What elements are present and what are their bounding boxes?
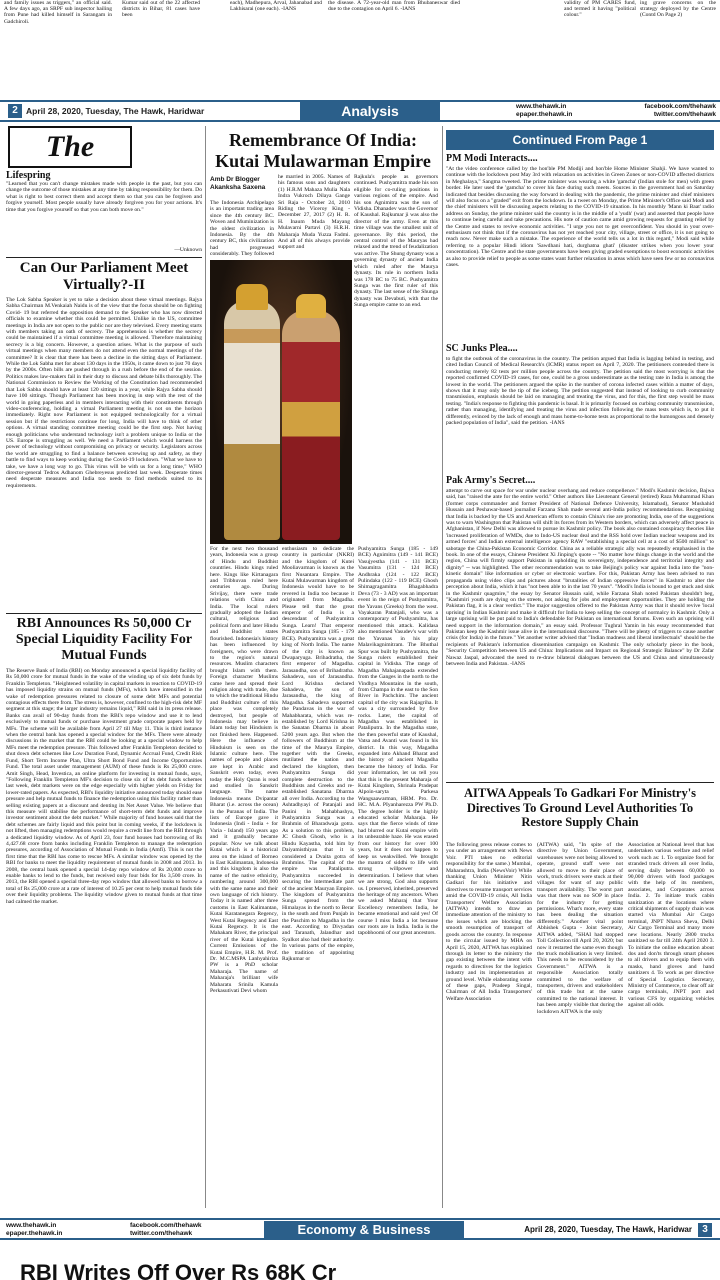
aitwa-title: AITWA Appeals To Gadkari For Ministry's Directives To Ground Level Authorities To Restore Supply Chain xyxy=(463,786,697,829)
lifespring-quote: "Learned that you can't change mistakes made with people in the past, but you can change the outcome of those mistakes at any time by taking responsibility for them. Do what is right to best correct them and accept them so that you can be forgiven and forgive yourself. Most people usually have already forgiven you for your actions. It's time that you forgive yourself so that you can both move on." xyxy=(6,181,202,213)
footer-date: April 28, 2020, Tuesday, The Hawk, Haridwar xyxy=(524,1225,692,1234)
page-header xyxy=(0,100,720,122)
website-url: www.thehawk.in xyxy=(516,103,567,110)
epaper-url: epaper.thehawk.in xyxy=(6,1230,63,1237)
sc-junks-title: SC Junks Plea.... xyxy=(446,343,518,354)
column-rule xyxy=(205,126,206,1208)
next-page-headline: RBI Writes Off Over Rs 68K Cr xyxy=(20,1260,337,1280)
pm-modi-body: "At the video conference called by the hon'ble PM Modiji and hon'ble Home Minister Shahji. We have wanted to continue with the lockdown post May 3rd with relaxation on activities in Green Zones or non-COVID affected districts in Meghalaya," Sangma tweeted. The prime minister was wearing a white 'gamcha' (Indian stole for men) with green border. He later used the 'gamcha' to cover his face during such meets. Sources in the government had on Saturday indicated that besides discussing the way forward in dealing with the pandemic, the prime minister and chief ministers will also focus on a "graded" exit from the lockdown. In a tweet on Monday, the Prime Minister's Office said Modi and the chief ministers will be discussing aspects relating to the COVID-19 situation. In his monthly 'Mann ki Baat' radio address on Sunday, the prime minister said the country is in the middle of a 'yudh' (war) and asserted that people have to continue being careful and take precautions. His note of caution came amid growing requests for granting relief by the Centre and states to revive economic activities. "I urge you not to get overconfident. You should in your over-enthusiasm not think that if the coronavirus has not yet reached your city, village, street or office, it is not going to reach now. Never make such a mistake. The experience of the world tells us a lot in this regard," Modi said while referring to a popular Hindi idiom 'Sawdhani hati, durghatna ghati' (disaster strikes when you lower your concentration). The Centre and the state governments have been giving graded exemptions to boost economic activities as also to provide relief to people as some states want further relaxation in areas which have seen few or no coronavirus cases. xyxy=(446,166,714,269)
feature-col3-bottom: Pushyamitra Sunga (185 - 149 BCE) Agnimitra (149 - 141 BCE) Vasujyestha (141 - 131 BCE) Vasumitra (131 - 124 BCE) Andhraka (124 - 122 BCE) Pulindaka (122 - 119 BCE) Ghosh Shimagragamitra Bhagabhadra Deva (73 - 3 AD) was an important event in the reign of Pushyamitra, the Yavans (Greeks) from the west. Vayakaran Patanjali, who was a contemporary of Pushyamitra, has mentioned this attack. Kalidasa also mentioned Vasudev's war with the Yavanas in his play Malavikagnimitram. The Bhuthal Spur was built by Pushyamitra, the Sunga rulers established their capital in Vidisha. The range of Magadha Mahajanapada extended from the Ganges in the north to the Vindhya Mountains in the south, from Champa in the east to the Son River in Pachchim. The ancient capital of the city was Rajagriha. It was a city surrounded by five rocks. Later, the capital of Magadha was established in Pataliputra. In the Magadha state, the then powerful state of Kaushal, Vatsa and Avanti was found in his district. In this way, Magadha expanded into Akhand Bharat and the history of ancient Magadha became the history of India. For your information, let us tell you that this is the present Maharaja of Kutai Kingdom, Shrinala Pradepat Alpoin-saryta Parkesa Wangsaawarman, HRM. Pro. Dr. HC. M.A. PIyanharezza PW Ph.D. The degree holder is the highly educated scholar Maharaja. He says that the fierce winds of time had blurred our Kutai empire with its unbearable haze. He was erased from our history for over 100 years, but it does not happen to keep us weakwilled. We brought the mantra of siddhi to life with strong willpower and determination. I believe that when we are strong, God also supports us. I preserved, inherited, preserved the heritage of my ancestors. When we asked Maharaj that Your Excellency remembers India, he became emotional and said yes! Of course I miss India a lot because our roots are in India. India is the tapobhoomi of our great ancestors. xyxy=(358,546,438,937)
section-label: Analysis xyxy=(300,102,440,120)
aitwa-col1: The following press release comes to you under an arrangement with News Voir. PTI takes no editorial responsibility for the same.) Mumbai, Maharashtra, India (NewsVoir) While thanking Union Minister Nitin Gadkari for his initiative and directives to resume transport services amid the COVID-19 crisis, All India Transporters' Welfare Association (AITWA) intends to draw an immediate attention of the ministry to the issues which are blocking the smooth resumption of transport of goods across the country. In response to the circular issued by MHA on April 15, 2020, AITWA has explained through its letter to the ministry the gap existing between the intent with regards to directives for the logistics industry and its implementation at ground level. While elaborating some of these gaps, Pradeep Singal, Chairman of All India Transporters' Welfare Association xyxy=(446,842,532,1002)
twitter-url: twitter.com/thehawk xyxy=(653,111,716,118)
footer-website-link[interactable] xyxy=(6,1222,92,1238)
editorial-title: Can Our Parliament Meet Virtually?-II xyxy=(19,260,189,293)
aitwa-col2: (AITWA) said, "In spite of the directive by Union Government, warehouses were not being allowed to operate, ground staff were not allowed to move to their place of work, truck drivers were stuck at their villages for want of any public transport availability. The worst part was that there was no SOP in place for the industry for getting permissions. What's more, every state has been dealing the situation differently." Another vital point Abhishek Gupta - Joint Secretary, AITWA added, "SHAI had stopped Toll Collection till April 20, 2020; but now it restarted the same even though the truck mobilisation is very limited. This needs to be reconsidered by the Government." AITWA is a responsible Association totally committed to the welfare of transporters, drivers and stakeholders of this trade but at the same committed to the national interest. It has been amply visible that during the lockdown AITWA is the only xyxy=(537,842,623,1015)
sc-junks-body: to fight the outbreak of the coronavirus in the country. The petition argued that India is lagging behind in testing, and cited Indian Council of Medical Research's (ICMR) status report on April 7, 2020. The petitioners contended there is conducting merely 82 tests per million people across the country. The petition said the most worrying is that the reported confirmed COVID-19 cases, for one, could be a gross underestimate as the testing rate in India is among the lowest in the world. The petitioners argued the spike in the number of corona infected cases within a matter of days, shows that it may only be the tip of the iceberg. The petition suggested that instead of looking to curb community transmission, emphasis should be laid on managing and treating the virus, and for this, the first step would be mass testing. "India's response to fighting this pandemic is basal. It is primarily focused on curbing community transmission, rather than managing, identifying and treating the virus and infection following the mass tests which is, to put it differently, evinced by the lack of enough and mass home-to-home tests as proportional to the humongous and densely packed population of India", said the petition. -IANS xyxy=(446,356,714,427)
pak-army-title: Pak Army's Secret.... xyxy=(446,475,536,486)
feature-col3-top: Rajkula's people as governors continued. Pushyamitra made his son eligible for co-ruling positions in various regions of the empire. And his son Agnimitra was the son of Vidisha. Dhanadev was the Governor of Kaushal. Rajkumar ji was also the director of the army. Even at this time village was the smallest unit of governance. By this period, the central control of the Mauryas had relaxed and the trend of feudalization was active. The Shung dynasty was a governing dynasty of ancient India which ruled after the Maurya dynasty. Its rule in northern India was 178 BC to 75 BC. Pushyamitra Sunga was the first ruler of this dynasty. The last sense of the Shunga dynasty was Devabuti, with that the Sunga empire came to an end. xyxy=(354,174,438,309)
royal-couple-photo xyxy=(210,260,352,544)
feature-col2-bottom: enthusiasm to dedicate the country in particular (NKRI) and the kingdom of Kutei Mooliavarman is known as the first Nusantara Empire. The Kutai Mulawarman kingdom of Indonesia would have to be revered in India too because it originated from Magadha. Please tell that the great emperor of India is a descendant of Pushyamitra Sunga. Learn! That emperor Pushyamitra Sunga (185 - 179 BCE). Pushyamitra was a great king of North India. The name of the city is known as Dwaparyuga. Brihadratha, the first emperor of Magadha. Jarasandha, son of Brihadratha. Sahadeva, son of Jarasandha. Lord Krishna declared Sahadeva, the son of Jarasandha, the king of Magadha. Sahadeva supported the Pandavas in the war of Mahabharata, which was re-established by Lord Krishna in the Sanatan Dharma in about 5200 years ago. But when the followers of Buddhism at the time of the Maurya Empire, together with the Greeks, mutilated the nation and declared the kingdom, then Pushyamitra Sunga did complete destruction to the Buddhists and Greeks and re-established Sanatana Dharma all over India. According to the Ashtadhyayi of Patanjali and Panini in Mahabhashya, Pushyamitra Sunga was a Brahmin of Bharadwaja gotra. As a solution to this problem, JC Ghosh Ghosh, who is a Hindu Kayastha, told him by Daiyamisthiyan that it is considered a Dvaita gotra of Brahmins. The capital of the empire was Pataliputra. Pushyamitra succeeded in securing the intermediate part of the ancient Mauryan Empire. The kingdom of Pushyamitra Sunga spread from the Himalayas in the north to Berar in the south and from Punjab in the Paschim to Magadha in the east. According to Divyadan and Taranath, Jalandhar and Syalkot also had their authority. In various parts of the empire, the tradition of appointing Rajkumar or xyxy=(282,546,354,962)
lifespring-title: Lifespring xyxy=(6,170,51,181)
lifespring-box xyxy=(6,170,202,258)
twitter-url: twitter.com/thehawk xyxy=(130,1230,193,1237)
editorial-body: The Lok Sabha Speaker is yet to take a decision about these virtual meetings. Rajya Sabha Chairman M.Venkaiah Naidu is of the view that the focus should be on fighting Covid- 19 but referred the opposition demand to the Speaker who has now directed officials to examine whether this could be permitted. Unlike in the US, committee meetings in India are not open to the public nor are they televised. Every meeting starts with members taking an oath of secrecy. The apprehension is whether the secrecy could be maintained if a virtual committee meeting is allowed. Therefore maintaining secrecy is a big concern. However, a question arises. What is the purpose of such virtual meetings when many members do not attend even the normal meetings of the committee? It is clear that there has been a decline in the sitting days of Parliament. While the Lok Sabha met for about 130 days in the 1950s, it came down to just 70 days by the 2000s. Often bills are pushed through in a rush before the end of the session. Politics makes law-makers fail in their duty to discuss and debate bills thoroughly. The National Commission to Review the Working of the Constitution had recommended that Lok Sabha should have at least 120 sittings in a year, while Rajya Sabha should have 100 sittings. Though Parliament has been moving in step with the rest of the world in going paperless and in members interacting with their constituents through video-conferencing, holding a virtual Parliament meeting is not on the horizon immediately. Right now Parliament is not equipped technologically for a virtual session but if the restrictions continue for long, India will have to think of other options. A virtual standing committee meeting could be the first step. Not having enough politicians who understand technology isn't a problem unique to India or the US. Europe is struggling as well. We need a Parliament which would harness the power of technology without compromising on privacy or security. Legislators across the world are struggling to find a balance between screwing up and safety, as they battle to find ways to keep working during the Covid-19 lockdown. "What we have to take, we have a long way to go. This virus will be with us for a long time," WHO director-general Tedros Adhanom Ghebreyesus predicted last week. Desperate times need desperate measures and India too needs to find methods suited to its requirements. xyxy=(6,297,202,489)
prev-strip-col: ing grave concerns on the strategy deployed by the Centre (Contd On Page 2) xyxy=(640,0,716,19)
rbi-liquidity-title: RBI Announces Rs 50,000 Cr Special Liquidity Facility For Mutual Funds xyxy=(15,616,193,663)
queen-crown xyxy=(296,294,326,318)
prev-page-strip xyxy=(4,0,716,24)
lifespring-attribution: —Unknown xyxy=(174,247,202,253)
prev-strip-col: and family issues as triggers," an official said. A few days ago, an SRPF sub inspector hailing from Pune had killed himself in Sarangam in Gadchiroli. xyxy=(4,0,112,24)
pm-modi-title: PM Modi Interacts.... xyxy=(446,153,538,164)
page-number: 2 xyxy=(8,104,22,118)
header-website-link[interactable] xyxy=(516,103,596,119)
header-social-links[interactable] xyxy=(606,103,716,119)
feature-byline: Amb Dr Blogger Akanksha Saxena xyxy=(210,176,266,191)
aitwa-col3: Association at National level that has undertaken various welfare and relief work such as: 1. To organize food for stranded truck drivers all over India, serving daily between 60,000 to 90,000 drivers with food packages with the help of its members, associates, and Corporates across India. 2. To initiate truck cabin sanitization at the locations where critical shipments of supply chain was started via Mumbai Air Cargo terminal, JNPT Nhava Sheva, Delhi Air Cargo Terminal and many more new locations. Nearly 2800 trucks sanitized so far till 24th April 2020 3. To initiate the online education about dos and don'ts through smart phones to all drivers and to equip them with masks, hand gloves and hand sanitizers 4. To work as per directive of Special Logistics Secretary, Ministry of Commerce, to clear off air cargo terminals, JNPT port and various CFS by organizing vehicles against all odds. xyxy=(628,842,714,1009)
queen-figure xyxy=(282,310,340,540)
section-label: Economy & Business xyxy=(264,1221,464,1239)
feature-col1-top: The Indonesia Archipelago is an important trading area since the 4th century BC. Woven and Muminization is the oldest civilization in Indonesia. By the 4th century BC, this civilization had progressed considerably. They followed xyxy=(210,200,274,258)
masthead-logo: The xyxy=(8,126,132,168)
website-url: www.thehawk.in xyxy=(6,1222,57,1229)
prev-strip-col: Kumar said out of the 22 affected districts in Bihar, 81 cases have been xyxy=(122,0,200,19)
rbi-liquidity-body: The Reserve Bank of India (RBI) on Monday announced a special liquidity facility of Rs 50,000 crore for mutual funds in the wake of the winding up of six debt funds by Franklin Templeton. "Heightened volatility in capital markets in reaction to COVID-19 has imposed liquidity strains on mutual funds (MFs), which have intensified in the wake of redemption pressures related to closure of some debt MFs and potential contagious effects there from. The stress is, however, confined to the high-risk debt MF segment at this stage; the larger industry remains liquid," RBI said in its press release. Banks can avail of 90-day funds from the RBI's repo window and use it to lend exclusively to mutual funds or purchase investment grade corporate papers held by MFs. The scheme will be available from April 27 till May 11. This is third instance when the central bank has opened a special window for the MFs. There were already discussions in the market that the RBI could be looking at a special window to help MFs meet the redemption pressure. This followed after Franklin Templeton decided to shut down debt schemes like Low Duration Fund, Dynamic Accrual Fund, Credit Risk Fund, Short Term Income Plan, Ultra Short Bond Fund and Income Opportunities Fund. The total asset under management (AUM) of these funds is Rs 25,000 crore. Amit Singh, Head, Investica, an online platform for investing in mutual funds, says, "Following Franklin Templeton MF's decision to close six of its debt funds schemes last week, debt markets were on the edge especially with higher yields on Friday for lower-rated papers. As expected, RBI's liquidity initiative announced today should ease pressure and help mutual funds to finance the redemption using this facility rather than selling existing papers at a discount and denting its Net Asset Value. We believe that this measure will stabilise the performance of short-term debt funds and improve investor sentiment about the debt market." While majority of fund houses said that the debt schemes are fairly liquid and this point but in coming weeks, if the lockdown is not lifted, then managing redemptions would require a credit line from the RBI through a dedicated liquidity window. As of April 23, four fund houses had borrowing of Rs 4,427.68 crore from banks including Franklin Templeton to manage the redemption pressures, according of Association of Mutual Funds in India (Amfi). This is not the first time that the RBI has come to rescue MFs. A similar window was opened by the RBI for banks to meet the liquidity requirement of mutual funds in 2008 and 2013. In 2008, the central bank opened a special 14-day repo window of Rs 20,000 crore to enable banks to lend to the funds, but received only four bids for Rs 3,500 crore. In 2013, the RBI opened a special three-day repo window that allowed banks to borrow a total of Rs 25,000 crore at a rate of interest of 10.25 per cent to help mutual funds tide over their liquidity problems. The liquidity window given to mutual funds at that time had calmed the market. xyxy=(6,668,202,905)
king-figure xyxy=(224,300,280,540)
epaper-url: epaper.thehawk.in xyxy=(516,111,573,118)
feature-title: Remembrance Of India: Kutai Mulawarman Empire xyxy=(215,130,431,171)
column-rule xyxy=(442,126,443,1208)
divider xyxy=(446,782,714,783)
next-page-header xyxy=(0,1218,720,1240)
divider xyxy=(6,613,202,614)
feature-col1-bottom: For the next two thousand years, Indonesia was a group of Hindu and Buddhist countries. Hindu kings ruled here. Kings like Kirtanagara and Tribhuvan ruled here centuries ago. During Srivijay, there were trade relations with China and India. The local rulers gradually adopted the Indian cultural, religious and political form and later Hindu and Buddhist states flourished. Indonesia's history has been influenced by foreigners, who were drawn to the region's natural resources. Muslim characters brought Islam with them. Foreign character Muslims came here and spread their religion along with trade, due to which the traditional Hindu and Buddhist culture of this place was completely destroyed, but people of Indonesia may believe in Islam today but Hinduism is not finished here. Happened. Here the influence of Hinduism is seen on the Islamic culture here. The names of people and places are kept in Arabic and Sanskrit even today, even today the Holy Quran is read and studied in Sanskrit language. The name Indonesia means Dvipantar Bharat (i.e. across the ocean) in the Puranas of India. The lists of Europe gave it Indonesia (Indi - India + for Varia - Island) 150 years ago and it gradually became popular. Now we talk about Kutai which is a historical area on the island of Borneo in East Kalimantan, Indonesia and this kingdom is also the name of the native ethnicity, numbering around 300,000 with the same name and their own language of rich history. Today it is named after three customs in East Kalimantan, Kutai Karatanegara Regency, West Kutai Regency and East Kutai Regency. It is the Mahakam River, the principal river of the Kutai kingdom. Current Emissions of the Kutai Empire, H.R. M. Prof. Dr. M.C.MSPA Lanhyahiriza PW is a PhD scholar Maharaja. The name of Maharaja's brilliant wife Maharatu Srinila Kamula Perkasutivati Devi whom xyxy=(210,546,278,995)
pak-army-body: attempt to carve out space for war under nuclear overhang and reduce compellence." Modi's Kashmir decision, Bajwa said, has "raised the ante for the entire world." Other authors like Lieutenant General (retired) Raza Muhammad Khan (former corps commander and former President of National Defence University, Islamabad), Senator Mushahid Hussain and Peshawar-based journalist Farzana Shah made several anti-India policy recommendations. Recognising that India is backed by the US and American efforts to contain China's rise are promoting India, one of the suggestions was to warn Washington that Pakistan will shift its forces from its Western borders, which can adversely affect peace in Afghanistan, if New Delhi was allowed to pursue its Kashmir policy. The book also contained conspiracy theories like 'increased proliferation of WMDs, due to Indo-US nuclear deal and the RSS hold over Indian nuclear weapons and its armed forces' and Indian external intelligence agency RAW "establishing a special cell at a cost of $500 million" to sabotage the China-Pakistan Economic Corridor. China as a reliable strategic ally was repeatedly emphasised in the book. In one of the essays, Chinese President Xi Jinping's quote -- "No matter how things change in the world and the region, China will firmly support Pakistan in upholding its sovereignty, independence and territorial integrity and dignity" -- was highlighted. The other recommendation was to take Beijing's policy war against India into the "non-kinetic domain" like information or cyber or electronic warfare. For this, Pakistan Army has been advised to run propaganda using video clips and pictures about "brutalities of Indian oppressive forces" in Kashmir to alter the perception about India, which it has "not been able to in the last 70 years". "Modi's India is bound to get stuck and sink in the Kashmir quagmire," the essay by Senator Hussain said, while Farzana Shah noted Pakistan shouldn't beg, "Kashmiri youth are dying on the streets, not asking for jobs and employment opportunities. They are holding the Pakistan flag, it is a clear verdict." The major suggestion offered to the Pakistan Army was that it should revive 'local uprising' in Indian Kashmir and make it difficult for India to keep selling the concept of normalcy in Kashmir. Only a large uprising will be put paid to India's defendable for Pakistan on international forums. Even such an uprising will need support in the information domain," an essay said. Professor Tughral Yamin in his essay recommended that Pakistan keep the Kashmir issue alive in the international discourse. "There will be plenty of triggers to cause another crisis (for India) in the future." Yet another writer advised that "Indian madness and liberal intellectuals" should be the recipients of Pakistan's information dissemination campaign on Kashmir. The only scholarly piece in the book, "Security Competition between US and China: Implications and Impact on Regional Strategic Balance" by Dr Zafar Nawaz Jaspal, advocated the need to re-draw bilateral dialogues between the US and China and simultaneously between India and Pakistan. -IANS xyxy=(446,488,714,667)
header-date: April 28, 2020, Tuesday, The Hawk, Haridwar xyxy=(26,106,205,116)
facebook-url: facebook.com/thehawk xyxy=(644,103,716,110)
facebook-url: facebook.com/thehawk xyxy=(130,1222,202,1229)
prev-strip-col: validity of PM CARES fund, and termed it having "political colour." xyxy=(564,0,636,19)
feature-col2-top: he married in 2005. Names of his famous sons and daughters (1) H.R.M Mahaza Mulia Nala Indra Vukroch Dilaya Gange Sri Raja - October 24, 2010 Riding the Viceroy King - December 27, 2017 (2) H. R. H. Inaum Muda Mayang Mulavarni Partavi (3) H.R.H. Maharaja Muda Yuzza Fadmi. And all of this always provide support and xyxy=(278,174,350,251)
page-number: 3 xyxy=(698,1223,712,1237)
prev-strip-col: each), Madhepura, Arval, Jahanabad and Lakhisarai (one each). -IANS xyxy=(230,0,322,13)
continued-banner: Continued From Page 1 xyxy=(446,130,714,150)
prev-strip-col: the disease. A 72-year-old man from Bhubaneswar died due to the contagion on April 6. -IANS xyxy=(328,0,460,13)
footer-social-links[interactable] xyxy=(130,1222,230,1238)
king-crown xyxy=(236,284,268,310)
